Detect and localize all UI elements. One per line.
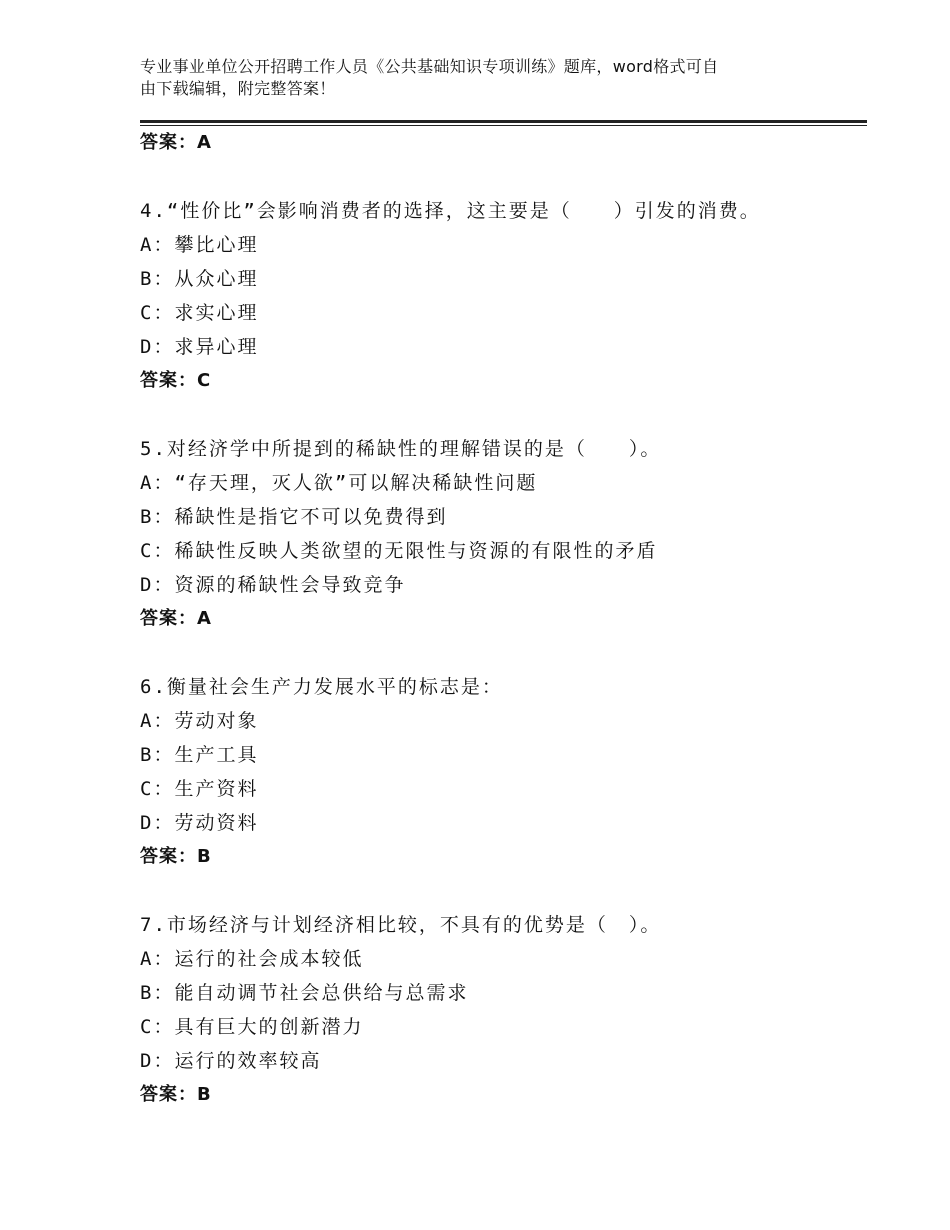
option-a: A：“存天理，灭人欲”可以解决稀缺性问题 xyxy=(140,472,538,494)
option-b: B：稀缺性是指它不可以免费得到 xyxy=(140,506,448,528)
option-c: C：求实心理 xyxy=(140,302,259,324)
option-a: A：攀比心理 xyxy=(140,234,259,256)
answer-line: 答案：B xyxy=(140,1084,212,1105)
question-list xyxy=(140,126,867,1112)
option-c: C：稀缺性反映人类欲望的无限性与资源的有限性的矛盾 xyxy=(140,540,658,562)
question-stem: 6.衡量社会生产力发展水平的标志是： xyxy=(140,676,503,698)
document-header xyxy=(140,56,820,100)
question-5 xyxy=(140,432,867,636)
previous-answer: 答案：A xyxy=(140,132,212,153)
option-d: D：资源的稀缺性会导致竞争 xyxy=(140,574,406,596)
option-b: B：生产工具 xyxy=(140,744,259,766)
option-d: D：劳动资料 xyxy=(140,812,259,834)
header-divider-thick xyxy=(140,120,867,123)
option-c: C：生产资料 xyxy=(140,778,259,800)
answer-line: 答案：A xyxy=(140,608,212,629)
header-line-2: 由下载编辑，附完整答案！ xyxy=(140,79,336,98)
header-line-1: 专业事业单位公开招聘工作人员《公共基础知识专项训练》题库，word格式可自 xyxy=(140,57,719,76)
question-stem: 7.市场经济与计划经济相比较，不具有的优势是（ ）。 xyxy=(140,914,662,936)
question-stem: 5.对经济学中所提到的稀缺性的理解错误的是（ ）。 xyxy=(140,438,662,460)
option-b: B：从众心理 xyxy=(140,268,259,290)
option-a: A：劳动对象 xyxy=(140,710,259,732)
option-c: C：具有巨大的创新潜力 xyxy=(140,1016,364,1038)
question-4 xyxy=(140,194,867,398)
answer-line: 答案：C xyxy=(140,370,212,391)
question-stem: 4.“性价比”会影响消费者的选择，这主要是（ ）引发的消费。 xyxy=(140,200,761,222)
option-b: B：能自动调节社会总供给与总需求 xyxy=(140,982,469,1004)
answer-line: 答案：B xyxy=(140,846,212,867)
option-a: A：运行的社会成本较低 xyxy=(140,948,364,970)
question-6 xyxy=(140,670,867,874)
option-d: D：求异心理 xyxy=(140,336,259,358)
question-7 xyxy=(140,908,867,1112)
option-d: D：运行的效率较高 xyxy=(140,1050,322,1072)
